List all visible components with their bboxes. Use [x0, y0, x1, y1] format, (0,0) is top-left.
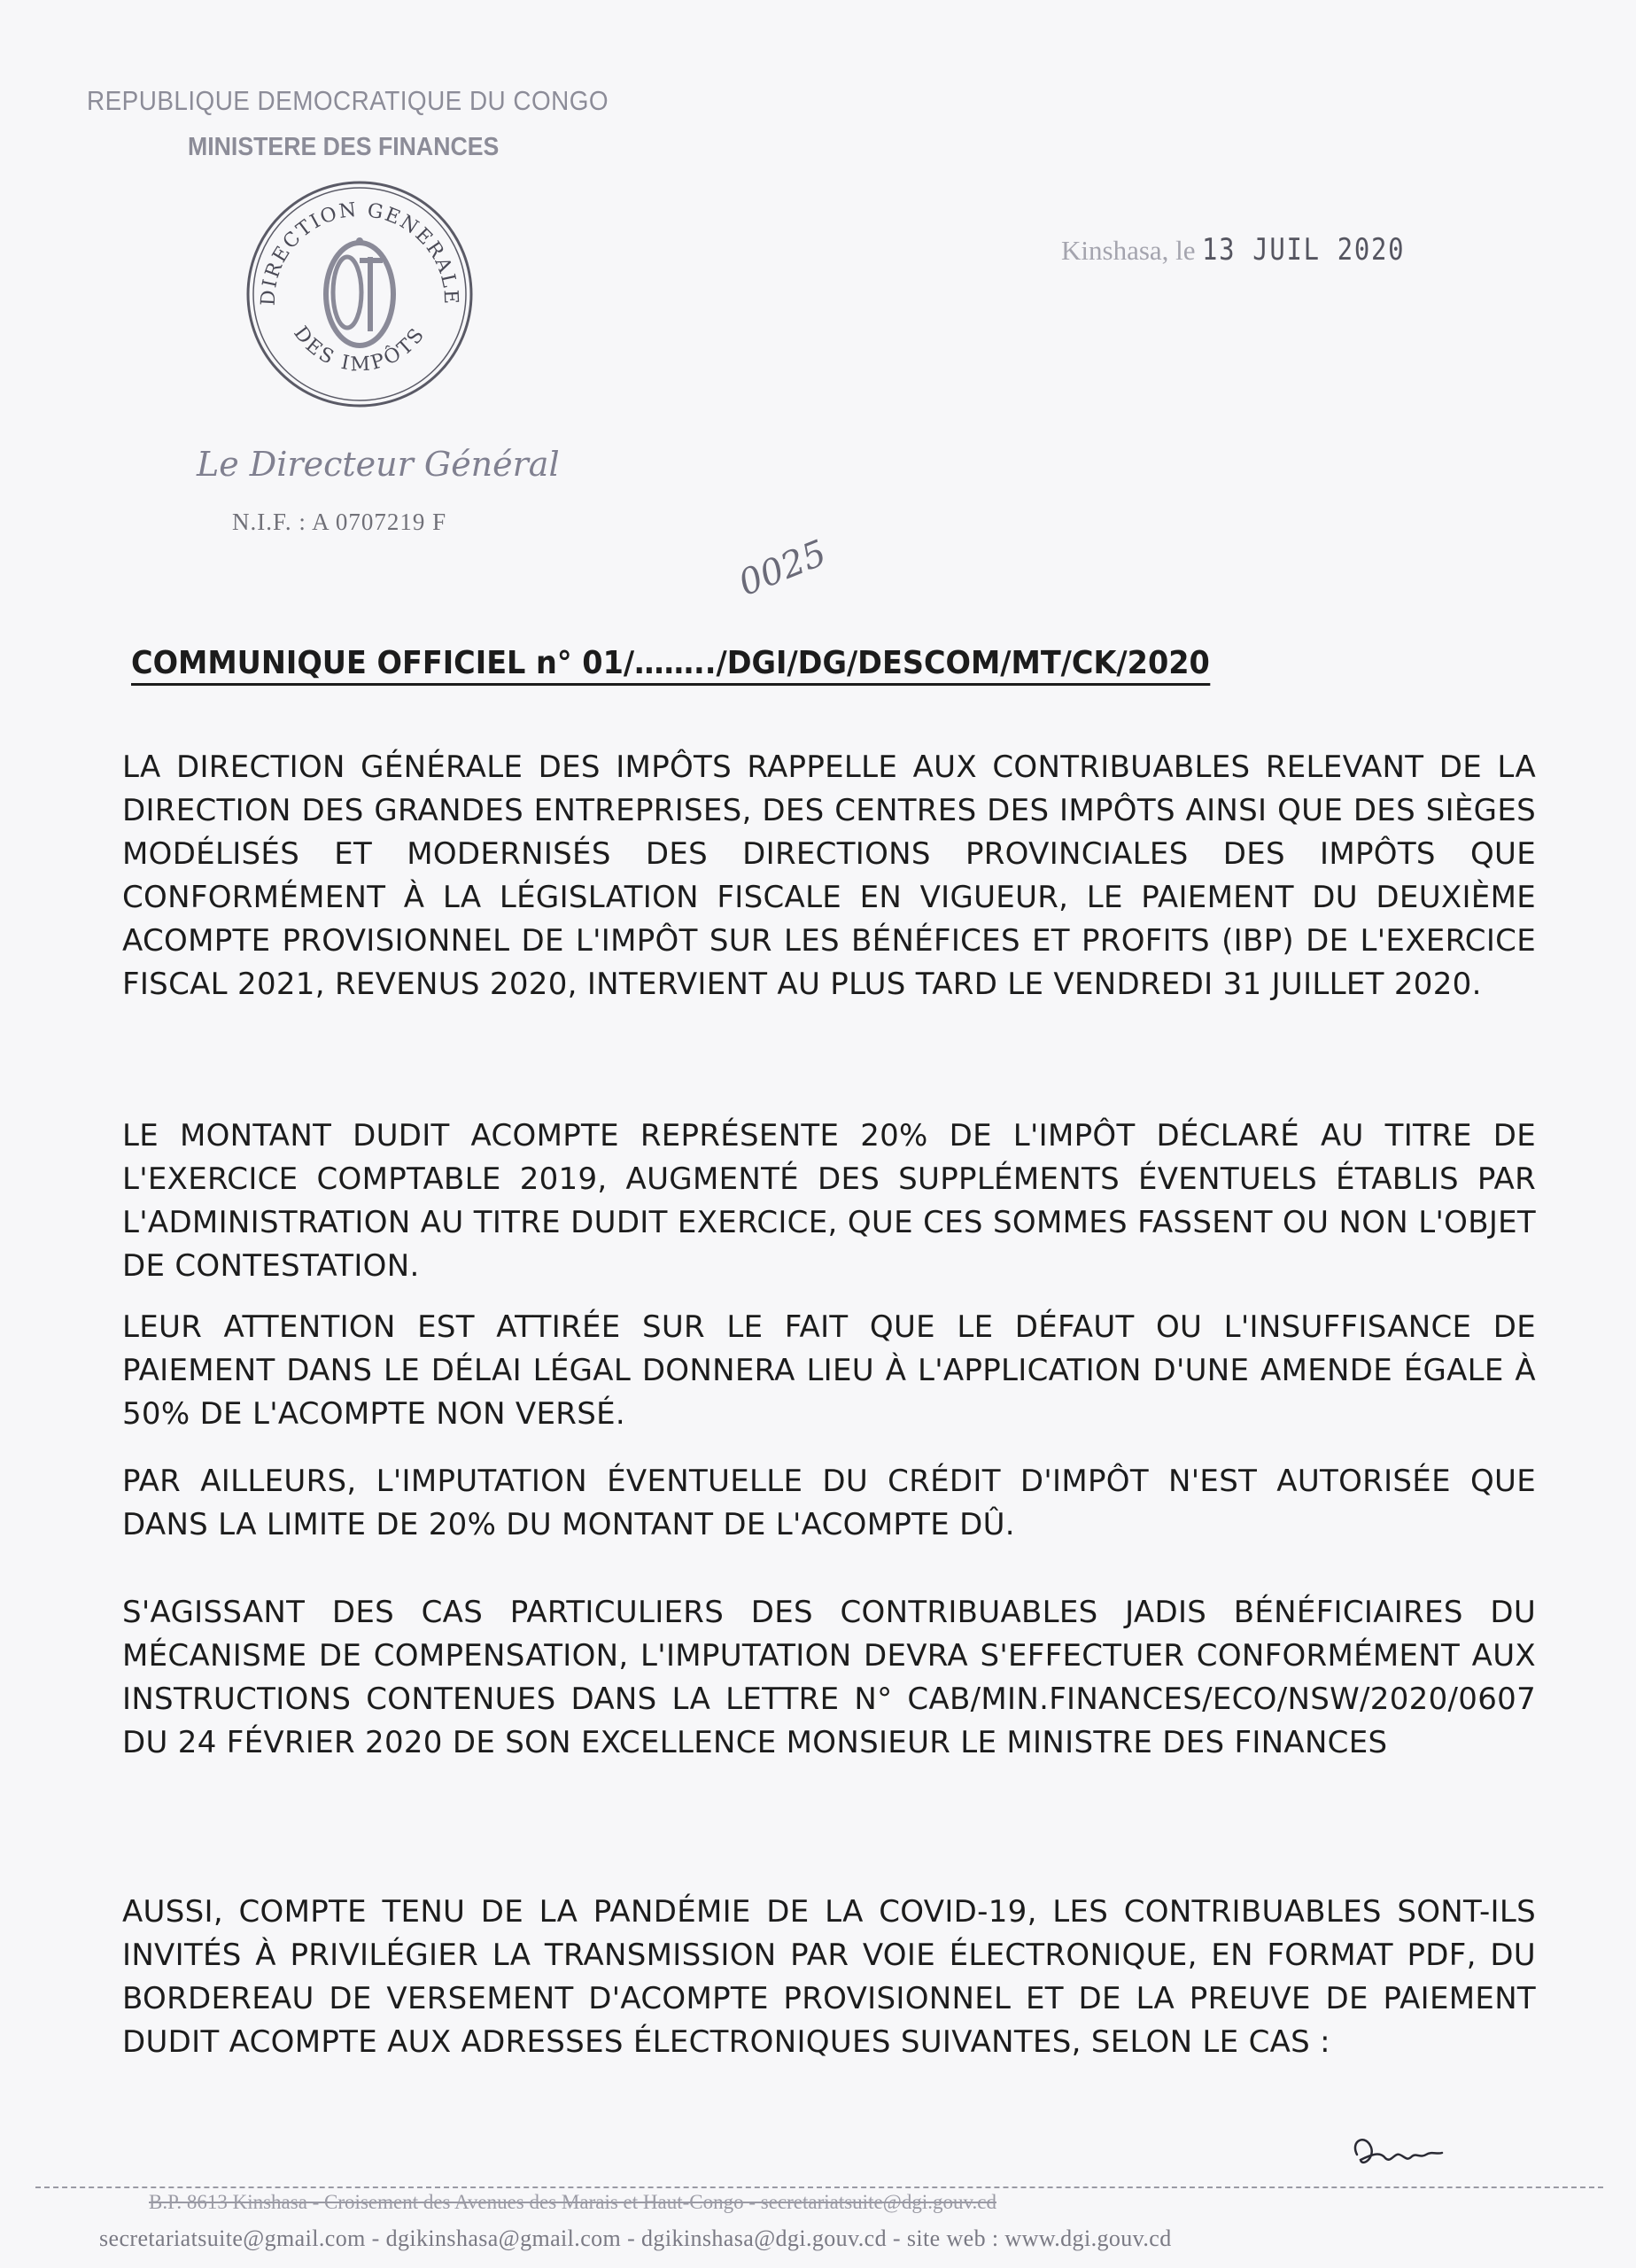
- handwritten-number: 0025: [733, 532, 833, 604]
- place-date: [1061, 232, 1441, 268]
- footer-contacts: secretariatsuite@gmail.com - dgikinshasa@gmail.com - dgikinshasa@dgi.gouv.cd - site web : www.dgi.gouv.cd: [99, 2225, 1172, 2251]
- country-name: REPUBLIQUE DEMOCRATIQUE DU CONGO: [87, 85, 609, 116]
- seal-top-text: DIRECTION GENERALE: [257, 198, 462, 307]
- nif-number: N.I.F. : A 0707219 F: [232, 509, 447, 535]
- footer-divider: [35, 2186, 1603, 2188]
- svg-text:DES IMPÔTS: [289, 322, 430, 376]
- dgi-seal-icon: [241, 175, 478, 413]
- paragraph-1: LA DIRECTION GÉNÉRALE DES IMPÔTS RAPPELLE AUX CONTRIBUABLES RELEVANT DE LA DIRECTION DES GRANDES ENTREPRISES, DES CENTRES DES IMPÔTS AINSI QUE DES SIÈGES MODÉLISÉS ET MODERNISÉS DES DIRECTIONS PROVINCIALES DES IMPÔTS QUE CONFORMÉMENT À LA LÉGISLATION FISCALE EN VIGUEUR, LE PAIEMENT DU DEUXIÈME ACOMPTE PROVISIONNEL DE L'IMPÔT SUR LES BÉNÉFICES ET PROFITS (IBP) DE L'EXERCICE FISCAL 2021, REVENUS 2020, INTERVIENT AU PLUS TARD LE VENDREDI 31 JUILLET 2020.: [122, 750, 1536, 1002]
- paragraph-2: LE MONTANT DUDIT ACOMPTE REPRÉSENTE 20% DE L'IMPÔT DÉCLARÉ AU TITRE DE L'EXERCICE COMPTABLE 2019, AUGMENTÉ DES SUPPLÉMENTS ÉVENTUELS ÉTABLIS PAR L'ADMINISTRATION AU TITRE DUDIT EXERCICE, QUE CES SOMMES FASSENT OU NON L'OBJET DE CONTESTATION.: [122, 1118, 1536, 1284]
- signature-icon: [1345, 2128, 1451, 2178]
- ministry-name: MINISTERE DES FINANCES: [188, 133, 500, 161]
- paragraph-4: PAR AILLEURS, L'IMPUTATION ÉVENTUELLE DU CRÉDIT D'IMPÔT N'EST AUTORISÉE QUE DANS LA LIMITE DE 20% DU MONTANT DE L'ACOMPTE DÛ.: [122, 1464, 1536, 1542]
- paragraph-3: LEUR ATTENTION EST ATTIRÉE SUR LE FAIT QUE LE DÉFAUT OU L'INSUFFISANCE DE PAIEMENT DANS LE DÉLAI LÉGAL DONNERA LIEU À L'APPLICATION D'UNE AMENDE ÉGALE À 50% DE L'ACOMPTE NON VERSÉ.: [122, 1309, 1536, 1432]
- place-label: Kinshasa, le: [1061, 235, 1196, 266]
- paragraph-6: AUSSI, COMPTE TENU DE LA PANDÉMIE DE LA COVID-19, LES CONTRIBUABLES SONT-ILS INVITÉS À PRIVILÉGIER LA TRANSMISSION PAR VOIE ÉLECTRONIQUE, EN FORMAT PDF, DU BORDEREAU DE VERSEMENT D'ACOMPTE PROVISIONNEL ET DE LA PREUVE DE PAIEMENT DUDIT ACOMPTE AUX ADRESSES ÉLECTRONIQUES SUIVANTES, SELON LE CAS :: [122, 1894, 1536, 2060]
- communique-title: COMMUNIQUE OFFICIEL n° 01/……../DGI/DG/DESCOM/MT/CK/2020: [131, 645, 1210, 686]
- seal-bottom-text: DES IMPÔTS: [289, 322, 430, 377]
- footer-address: B.P. 8613 Kinshasa - Croisement des Avenues des Marais et Haut-Congo - secretariatsuite@dgi.gouv.cd: [149, 2191, 996, 2213]
- paragraph-5: S'AGISSANT DES CAS PARTICULIERS DES CONTRIBUABLES JADIS BÉNÉFICIAIRES DU MÉCANISME DE COMPENSATION, L'IMPUTATION DEVRA S'EFFECTUER CONFORMÉMENT AUX INSTRUCTIONS CONTENUES DANS LA LETTRE N° CAB/MIN.FINANCES/ECO/NSW/2020/0607 DU 24 FÉVRIER 2020 DE SON EXCELLENCE MONSIEUR LE MINISTRE DES FINANCES: [122, 1595, 1536, 1760]
- date-stamp: 13 JUIL 2020: [1202, 232, 1406, 268]
- director-title: Le Directeur Général: [197, 445, 560, 484]
